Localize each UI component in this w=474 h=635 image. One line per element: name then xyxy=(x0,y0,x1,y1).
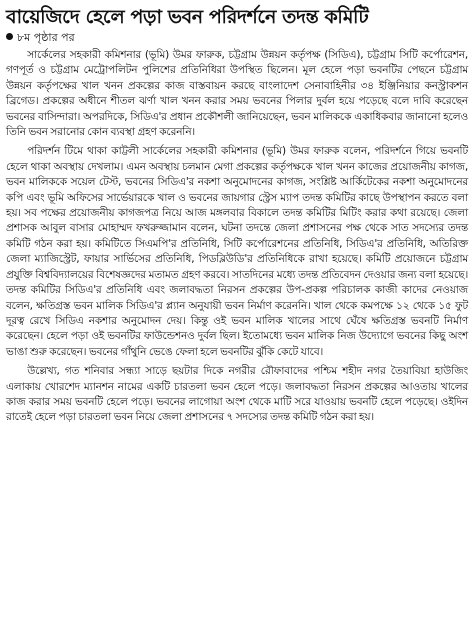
article-paragraph: সার্কেলের সহকারী কমিশনার (ভূমি) উমর ফারুক, চট্টগ্রাম উন্নয়ন কর্তৃপক্ষ (সিডিএ), চট্টগ্রাম সিটি কর্পোরেশন, গণপূর্ত ও চট্টগ্রাম মেট্রোপলিটন পুলিশের প্রতিনিধিরা উপস্থিত ছিলেন। মূল হেলে পড়া ভবনটির পেছনে চট্টগ্রাম উন্নয়ন কর্তৃপক্ষের খাল খনন প্রকল্পের কাজ বাস্তবায়ন করছে বাংলাদেশ সেনাবাহিনীর ৩৪ ইঞ্জিনিয়ার কনস্ট্রাকশন ব্রিগেড। প্রকল্পের অধীনে শীতল ঝর্ণা খাল খনন করার সময় ভবনের পিলার দুর্বল হয়ে পড়েছে বলে দাবি করেছেন ভবনের বাসিন্দারা। অপরদিকে, সিডিএ'র প্রধান প্রকৌশলী জানিয়েছেন, ভবন মালিককে একাধিকবার জানানো হলেও তিনি ভবন সরানোর কোন ব্যবস্থা গ্রহণ করেননি। xyxy=(6,49,468,139)
continued-from-text: ৮ম পৃষ্ঠার পর xyxy=(17,31,75,44)
bullet-dot-icon xyxy=(6,33,13,40)
continued-from-line xyxy=(6,31,468,45)
article-headline: বায়েজিদে হেলে পড়া ভবন পরিদর্শনে তদন্ত কমিটি xyxy=(6,6,369,28)
article-paragraph: পরিদর্শন টিমে থাকা কাট্টলী সার্কেলের সহকারী কমিশনার (ভূমি) উমর ফারুক বলেন, পরিদর্শনে গিয়ে ভবনটি হেলে থাকা অবস্থায় দেখলাম। এমন অবস্থায় চলমান মেগা প্রকল্পের কর্তৃপক্ষকে খাল খনন কাজের প্রয়োজনীয় কাগজ, ভবন মালিককে সয়েল টেস্ট, ভবনের সিডিএ'র নকশা অনুমোদনের কাগজ, সংশ্লিষ্ট আর্কিটেকের নকশা অনুমোদনের কপি এবং ভূমি অফিসের সার্ভেয়ারকে খাল ও ভবনের জায়গার স্ট্রেস ম্যাপ তদন্ত কমিটির কাছে উপস্থাপন করতে বলা হয়। সব পক্ষের প্রয়োজনীয় কাগজপত্র নিয়ে আজ মঙ্গলবার বিকালে তদন্ত কমিটির মিটিং করার কথা রয়েছে। জেলা প্রশাসক আবুল বাসার মোহাম্মদ ফখরুজ্জামান বলেন, ঘটনা তদন্তে জেলা প্রশাসনের পক্ষ থেকে সাত সদস্যের তদন্ত কমিটি গঠন করা হয়। কমিটিতে সিএমপি'র প্রতিনিধি, সিটি কর্পোরেশনের প্রতিনিধি, সিডিএ'র প্রতিনিধি, অতিরিক্ত জেলা ম্যাজিস্ট্রেট, ফায়ার সার্ভিসের প্রতিনিধি, পিডব্লিউডি'র প্রতিনিধিকে রাখা হয়েছে। কমিটি প্রয়োজনে চট্টগ্রাম প্রযুক্তি বিশ্ববিদ্যালয়ের বিশেষজ্ঞদের মতামত গ্রহণ করবে। সাতদিনের মধ্যে তদন্ত প্রতিবেদন দেওয়ার জন্য বলা হয়েছে। তদন্ত কমিটির সিডিএ'র প্রতিনিধি এবং জলাবদ্ধতা নিরসন প্রকল্পের উপ-প্রকল্প পরিচালক কাজী কাদের নেওয়াজ বলেন, ক্ষতিগ্রস্ত ভবন মালিক সিডিএ'র প্ল্যান অনুযায়ী ভবন নির্মাণ করেননি। খাল থেকে কমপক্ষে ১২ থেকে ১৫ ফুট দূরত্ব রেখে সিডিএ নকশার অনুমোদন দেয়। কিন্তু ওই ভবন মালিক খালের সাথে ঘেঁষে ক্ষতিগ্রস্ত ভবনটি নির্মাণ করেছেন। হেলে পড়া ওই ভবনটির ফাউন্ডেশনও দুর্বল ছিল। ইতোমধ্যে ভবন মালিক নিজ উদ্যোগে ভবনের কিছু অংশ ভাঙা শুরু করেছেন। ভবনের গাঁথুনি ভেঙে ফেলা হলে ভবনটির ঝুঁকি কেটে যাবে। xyxy=(6,145,468,358)
article-paragraph: উল্লেখ্য, গত শনিবার সন্ধ্যা সাড়ে ছয়টার দিকে নগরীর রৌফাবাদের পশ্চিম শহীদ নগর তৈয়াবিয়া হাউজিং এলাকায় খোরশেদ ম্যানশন নামের একটি চারতলা ভবন হেলে পড়ে। জলাবদ্ধতা নিরসন প্রকল্পের আওতায় খালের কাজ করার সময় ভবনটি হেলে পড়ে। ভবনের লাগোয়া অংশ থেকে মাটি সরে যাওয়ায় ভবনটি হেলে পড়েছে। ওইদিন রাতেই হেলে পড়া চারতলা ভবন নিয়ে জেলা প্রশাসনের ৭ সদস্যের তদন্ত কমিটি গঠন করা হয়। xyxy=(6,365,468,424)
